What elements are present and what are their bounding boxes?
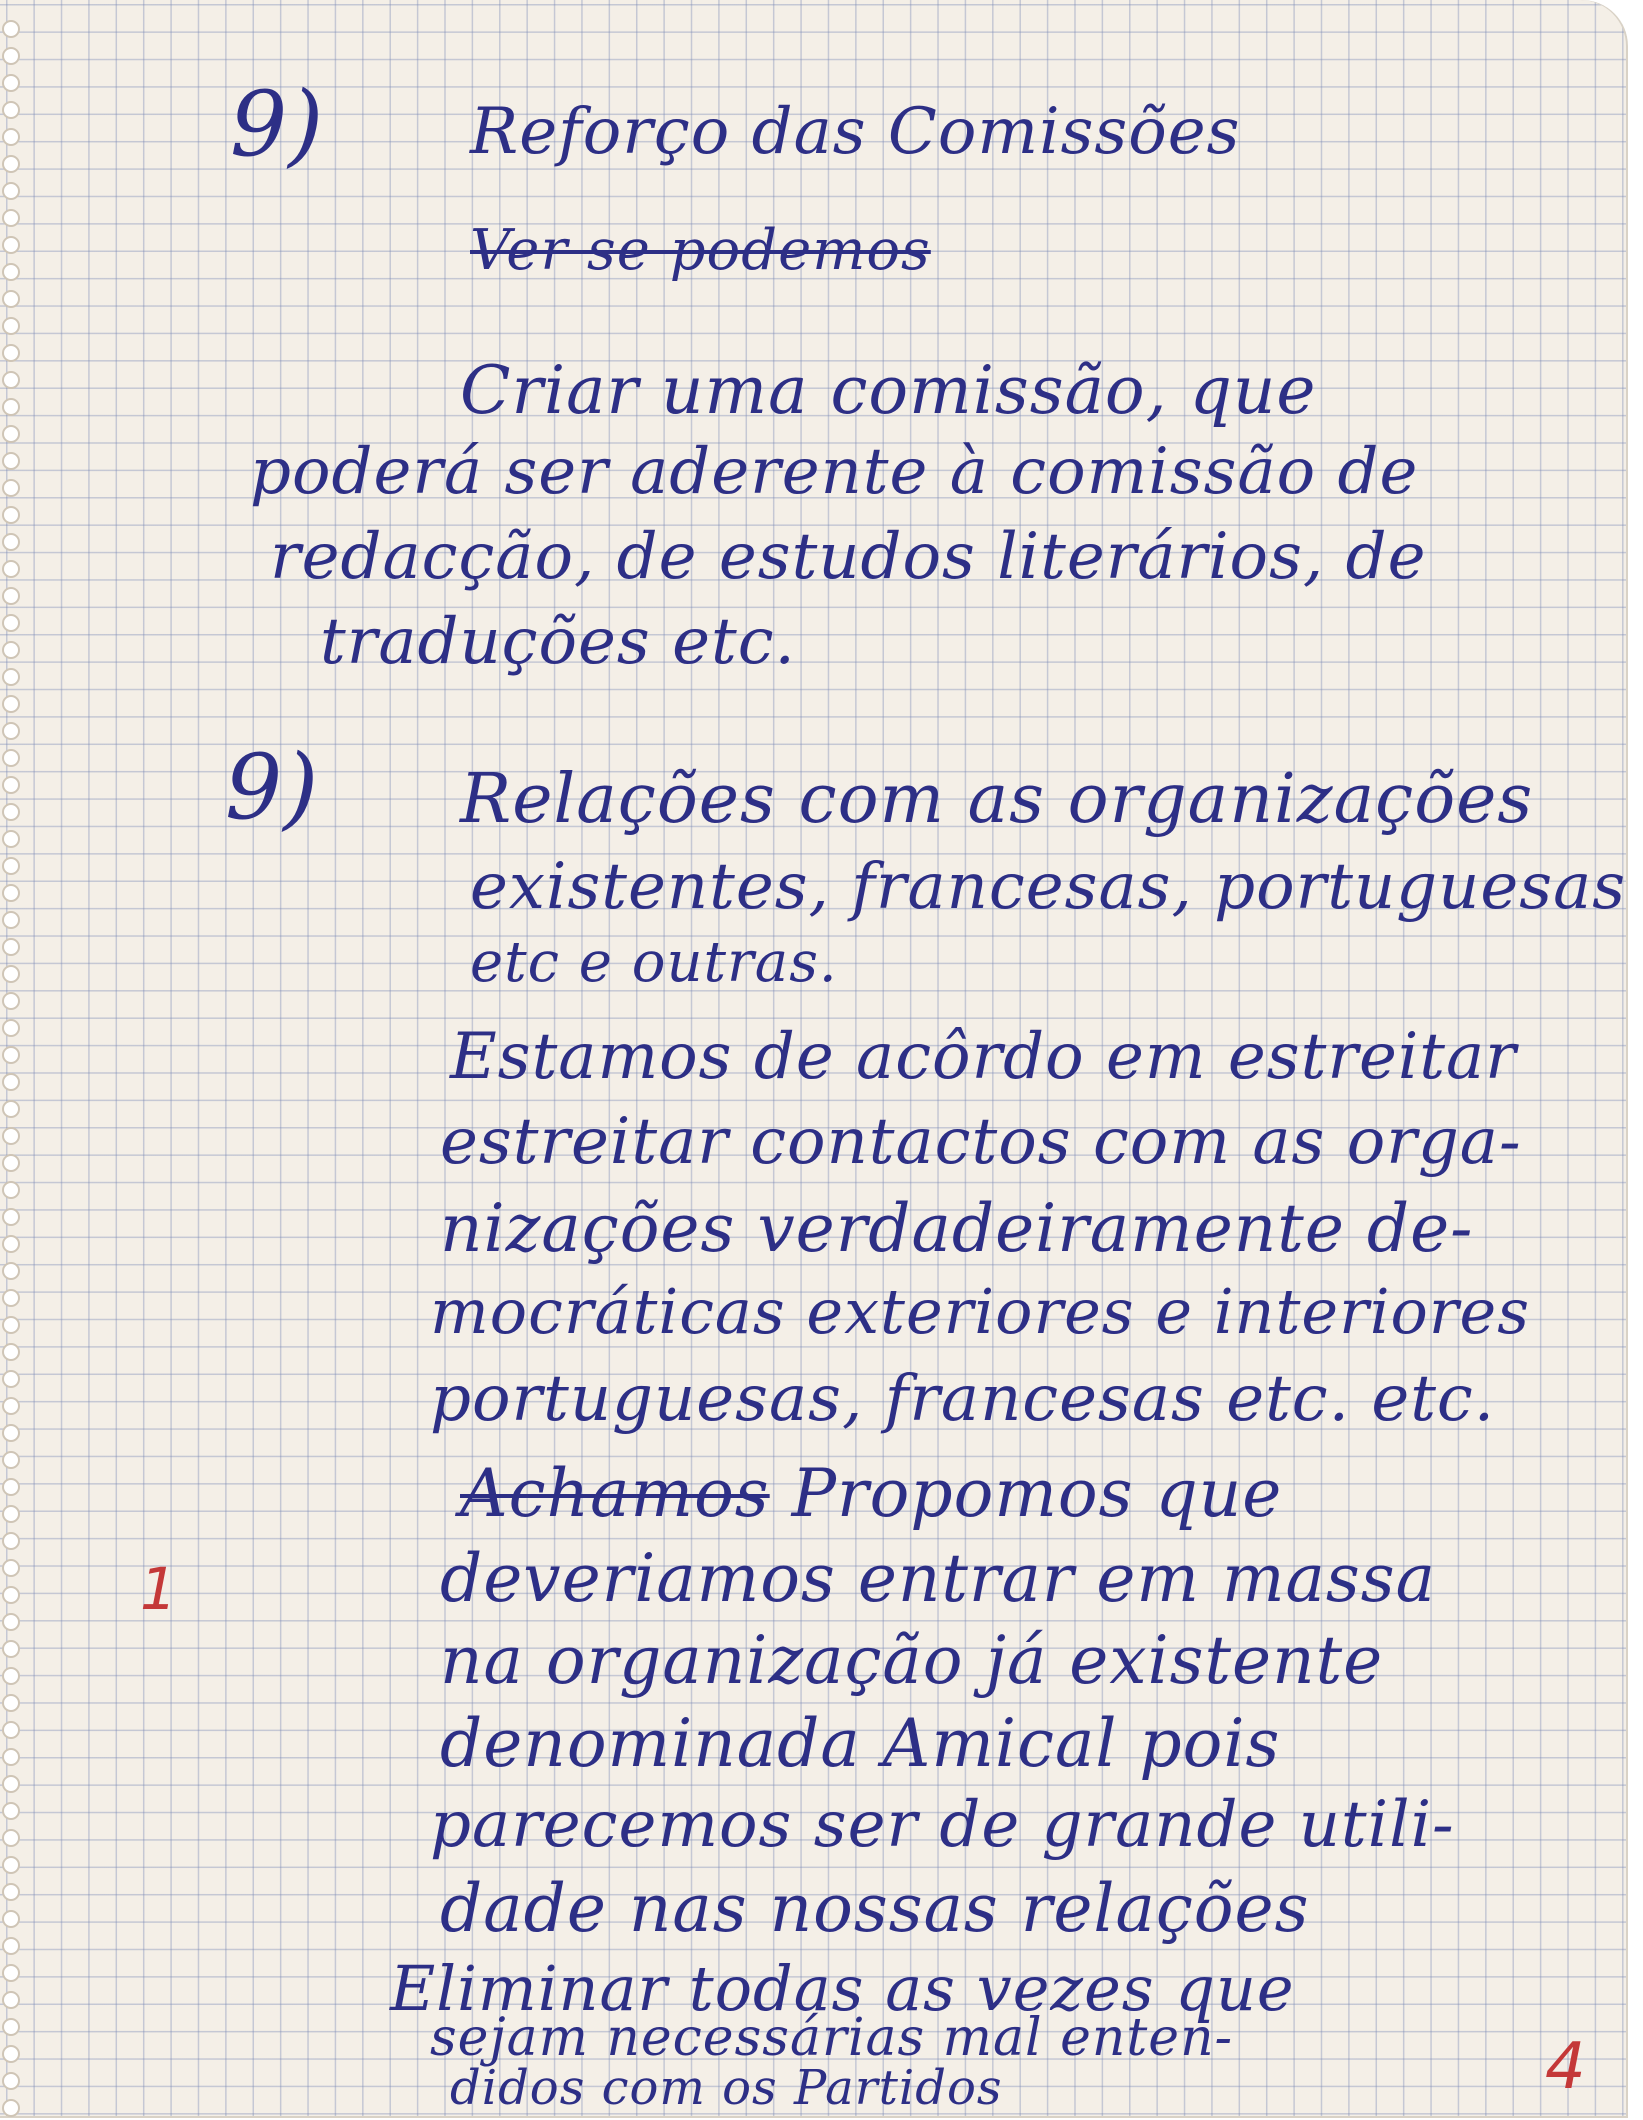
struck-word: Achamos	[460, 1455, 770, 1532]
text-line: portuguesas, francesas etc. etc.	[430, 1362, 1496, 1436]
binding-hole	[2, 641, 20, 659]
text-line: Estamos de acôrdo em estreitar	[450, 1020, 1517, 1094]
binding-hole	[2, 1667, 20, 1685]
binding-hole	[2, 1316, 20, 1334]
binding-hole	[2, 1208, 20, 1226]
binding-hole	[2, 74, 20, 92]
binding-hole	[2, 1775, 20, 1793]
binding-hole	[2, 1829, 20, 1847]
binding-hole	[2, 1964, 20, 1982]
text-line: poderá ser aderente à comissão de	[250, 435, 1419, 509]
binding-hole	[2, 533, 20, 551]
binding-hole	[2, 236, 20, 254]
binding-hole	[2, 722, 20, 740]
binding-hole	[2, 1424, 20, 1442]
binding-hole	[2, 1721, 20, 1739]
binding-hole	[2, 1586, 20, 1604]
text-line: etc e outras.	[470, 930, 838, 995]
binding-hole	[2, 1181, 20, 1199]
binding-hole	[2, 938, 20, 956]
binding-hole	[2, 884, 20, 902]
binding-hole	[2, 1883, 20, 1901]
binding-hole	[2, 1262, 20, 1280]
binding-hole	[2, 1640, 20, 1658]
binding-hole	[2, 2045, 20, 2063]
binding-hole	[2, 290, 20, 308]
text-line: nizações verdadeiramente de-	[440, 1190, 1474, 1267]
binding-hole	[2, 614, 20, 632]
text-line: traduções etc.	[320, 605, 796, 679]
binding-hole	[2, 1235, 20, 1253]
binding-hole	[2, 209, 20, 227]
binding-hole	[2, 1019, 20, 1037]
binding-hole	[2, 344, 20, 362]
binding-hole	[2, 1100, 20, 1118]
binding-hole	[2, 1991, 20, 2009]
binding-hole	[2, 1073, 20, 1091]
text-line: denominada Amical pois	[440, 1705, 1281, 1782]
text-line: na organização já existente	[440, 1622, 1384, 1699]
binding-hole	[2, 1559, 20, 1577]
text-line: Criar uma comissão, que	[460, 352, 1317, 429]
binding-hole	[2, 479, 20, 497]
binding-hole	[2, 263, 20, 281]
binding-hole	[2, 560, 20, 578]
binding-hole	[2, 803, 20, 821]
binding-hole	[2, 2072, 20, 2090]
binding-hole	[2, 857, 20, 875]
binding-hole	[2, 1694, 20, 1712]
section-number: 9)	[225, 735, 320, 840]
binding-hole	[2, 2018, 20, 2036]
binding-hole	[2, 965, 20, 983]
binding-hole	[2, 1154, 20, 1172]
binding-hole	[2, 101, 20, 119]
binding-hole	[2, 992, 20, 1010]
binding-hole	[2, 1478, 20, 1496]
binding-hole	[2, 587, 20, 605]
binding-hole	[2, 398, 20, 416]
binding-hole	[2, 911, 20, 929]
text-line: redacção, de estudos literários, de	[270, 520, 1427, 594]
binding-hole	[2, 1370, 20, 1388]
text-line: dade nas nossas relações	[440, 1870, 1310, 1947]
section-heading: Reforço das Comissões	[470, 95, 1241, 169]
text-line: sejam necessárias mal enten-	[430, 2008, 1234, 2068]
text-line: parecemos ser de grande utili-	[430, 1788, 1455, 1862]
binding-hole	[2, 317, 20, 335]
binding-hole	[2, 695, 20, 713]
binding-hole	[2, 668, 20, 686]
text-line: mocráticas exteriores e interiores	[430, 1275, 1531, 1348]
section-heading: Relações com as organizações	[460, 760, 1534, 839]
binding-hole	[2, 2099, 20, 2117]
binding-hole	[2, 776, 20, 794]
binding-hole	[2, 1289, 20, 1307]
binding-hole	[2, 1748, 20, 1766]
binding-hole	[2, 506, 20, 524]
binding-hole	[2, 452, 20, 470]
binding-hole	[2, 749, 20, 767]
binding-hole	[2, 128, 20, 146]
struck-text: Ver se podemos	[470, 218, 931, 283]
binding-hole	[2, 1802, 20, 1820]
binding-hole	[2, 1046, 20, 1064]
margin-note: 1	[140, 1555, 177, 1623]
text-line: existentes, francesas, portuguesas	[470, 850, 1627, 924]
section-number: 9)	[230, 72, 325, 177]
binding-hole	[2, 425, 20, 443]
binding-hole	[2, 1343, 20, 1361]
page-number: 4	[1545, 2030, 1586, 2104]
line-remainder: Propomos que	[769, 1455, 1283, 1532]
binding-hole	[2, 1397, 20, 1415]
text-line: deveriamos entrar em massa	[440, 1540, 1436, 1617]
binding-hole	[2, 830, 20, 848]
spiral-binding-holes	[0, 0, 22, 2118]
binding-hole	[2, 1910, 20, 1928]
binding-hole	[2, 182, 20, 200]
binding-hole	[2, 47, 20, 65]
binding-hole	[2, 1532, 20, 1550]
binding-hole	[2, 371, 20, 389]
binding-hole	[2, 1613, 20, 1631]
binding-hole	[2, 1451, 20, 1469]
text-line	[460, 1455, 1282, 1532]
binding-hole	[2, 20, 20, 38]
binding-hole	[2, 1505, 20, 1523]
binding-hole	[2, 1937, 20, 1955]
text-line: Eliminar todas as vezes que	[390, 1952, 1295, 2025]
binding-hole	[2, 155, 20, 173]
binding-hole	[2, 1856, 20, 1874]
binding-hole	[2, 1127, 20, 1145]
text-line: estreitar contactos com as orga-	[440, 1105, 1522, 1179]
text-line: didos com os Partidos	[450, 2060, 1003, 2116]
